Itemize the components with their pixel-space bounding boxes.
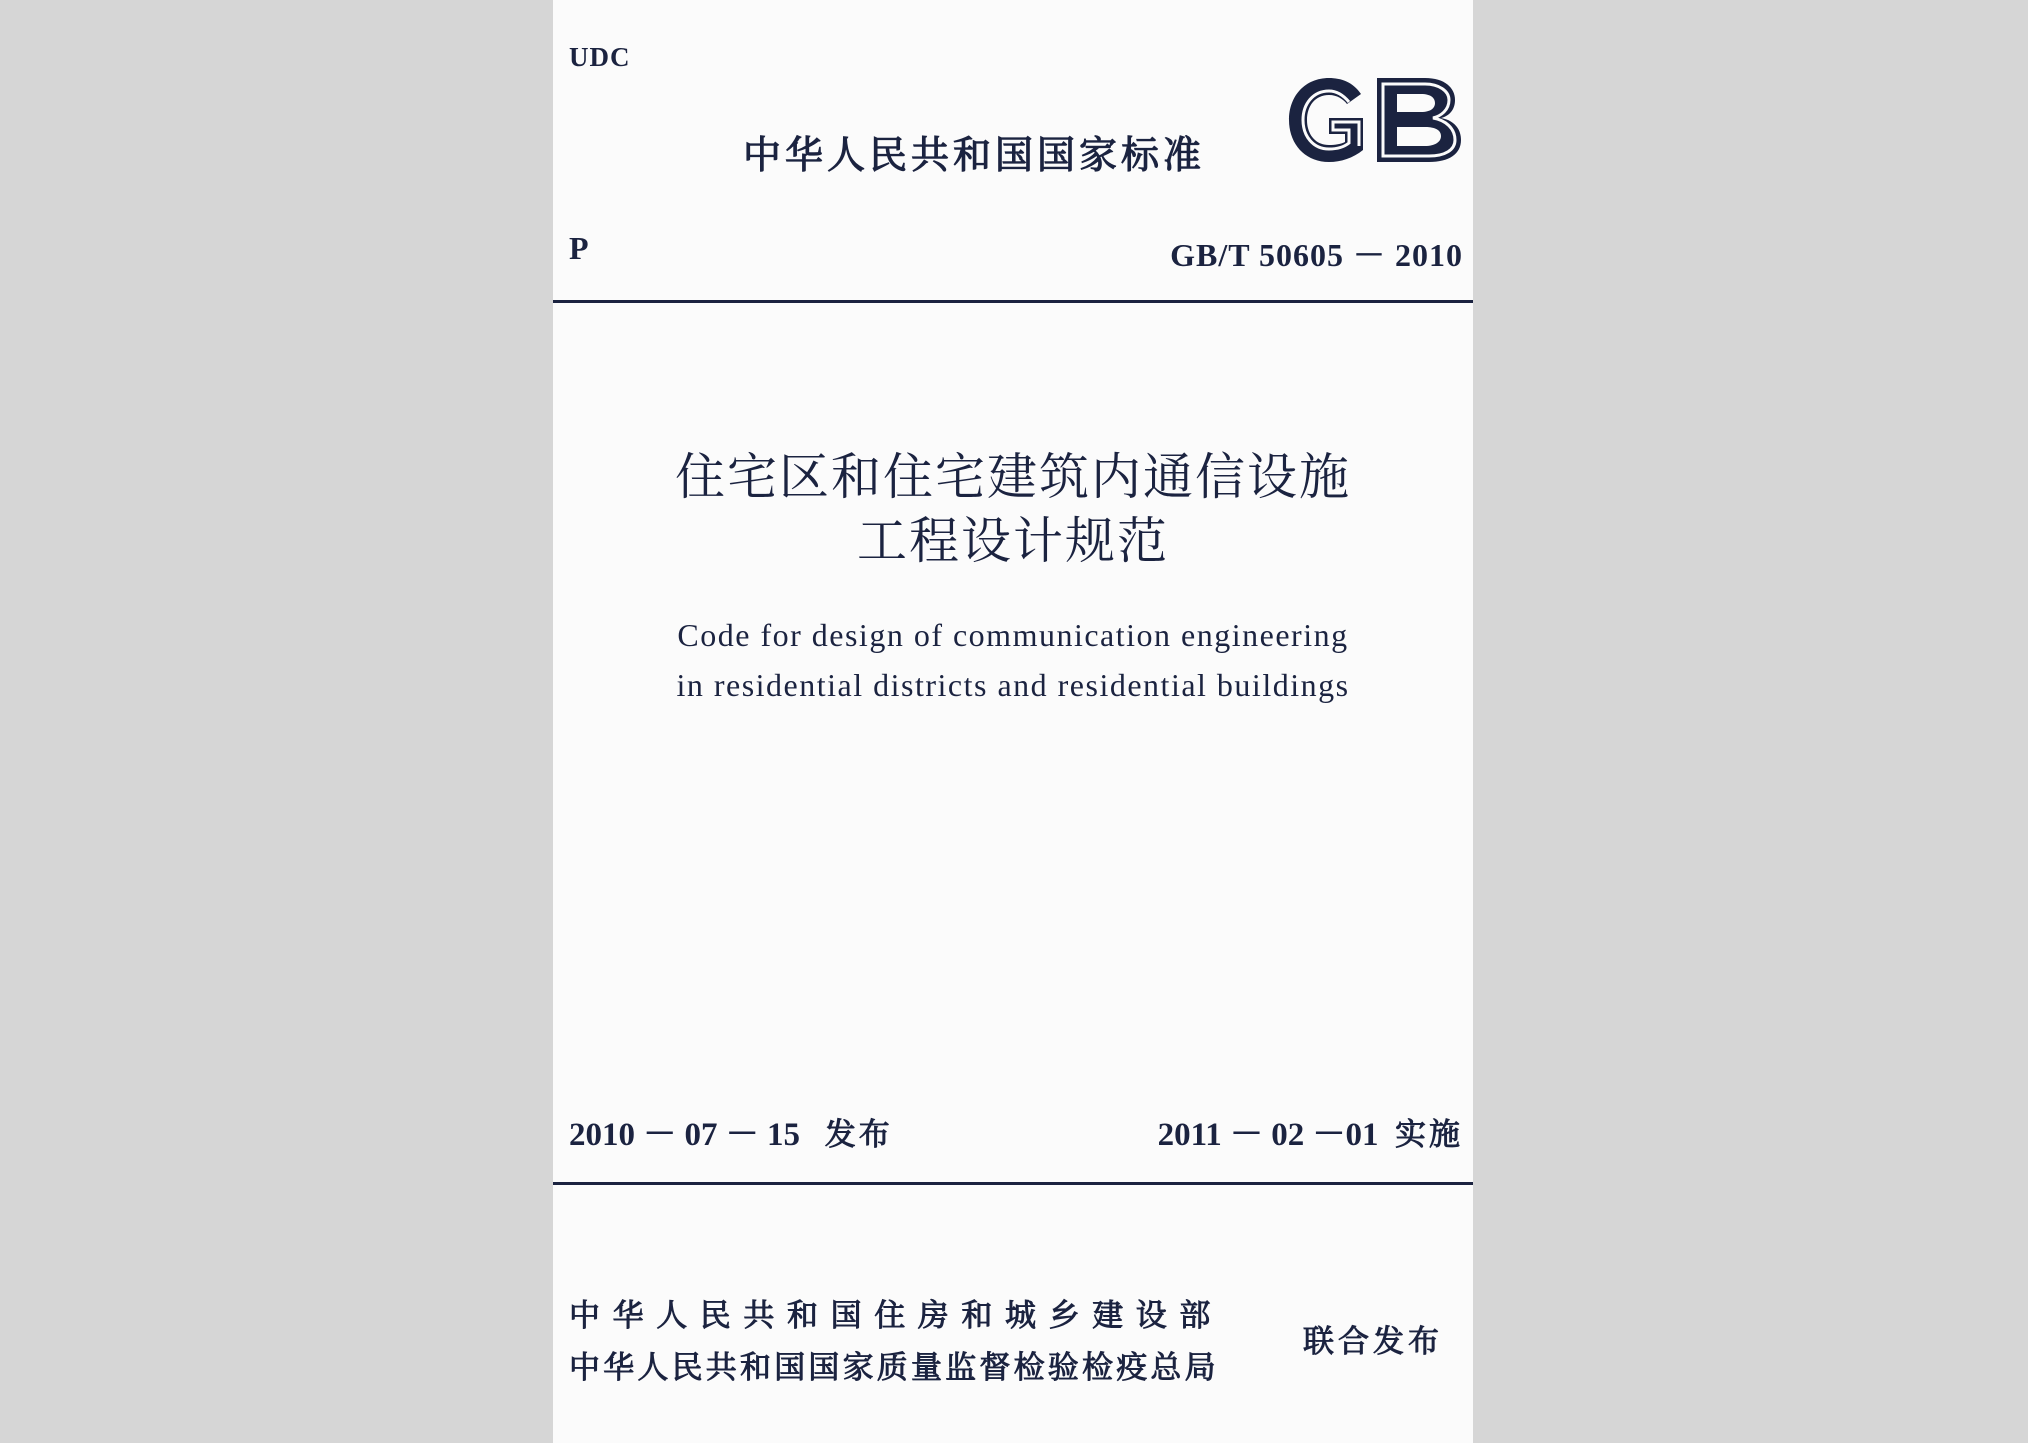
chinese-title <box>553 445 1473 573</box>
implementation-date: 2011 － 02 －01 <box>1157 1117 1379 1153</box>
publisher-ministry-housing: 中华人民共和国住房和城乡建设部 <box>569 1298 1223 1334</box>
national-standard-heading: 中华人民共和国国家标准 <box>743 133 1206 177</box>
chinese-title-line-2: 工程设计规范 <box>857 512 1169 570</box>
joint-publication-label: 联合发布 <box>1303 1324 1443 1360</box>
chinese-title-line-1: 住宅区和住宅建筑内通信设施 <box>675 448 1351 506</box>
issue-date-block <box>569 1108 893 1155</box>
bottom-divider <box>553 1182 1473 1185</box>
english-title-line-1: Code for design of communication engineering <box>677 617 1349 653</box>
standard-cover-page <box>553 0 1473 1443</box>
implementation-date-block <box>1158 1108 1463 1155</box>
issue-date: 2010 － 07 － 15 <box>569 1117 800 1153</box>
implementation-label: 实施 <box>1395 1117 1463 1153</box>
top-divider <box>553 300 1473 303</box>
publisher-aqsiq: 中华人民共和国国家质量监督检验检疫总局 <box>569 1350 1219 1386</box>
udc-label: UDC <box>569 42 631 72</box>
issue-label: 发布 <box>824 1117 893 1153</box>
gb-logo <box>1283 72 1465 168</box>
english-title <box>553 610 1473 710</box>
english-title-line-2: in residential districts and residential buildings <box>676 667 1350 703</box>
classification-code: P <box>569 230 589 266</box>
standard-number: GB/T 50605 － 2010 <box>1170 237 1463 273</box>
